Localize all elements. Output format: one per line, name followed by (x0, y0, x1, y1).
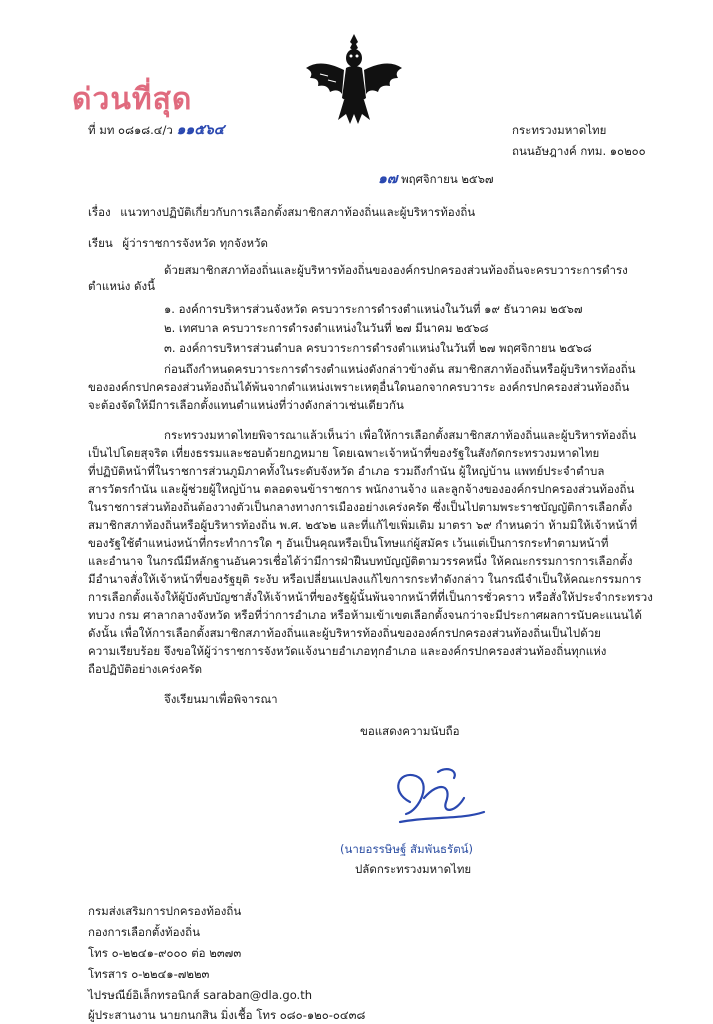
footer-line: โทรสาร ๐-๒๒๔๑-๗๒๒๓ (88, 967, 210, 981)
para2-line: ก่อนถึงกำหนดครบวาระการดำรงตำแหน่งดังกล่าวข้างต้น สมาชิกสภาท้องถิ่นหรือผู้บริหารท้องถิ่น (164, 362, 636, 376)
garuda-emblem-icon (300, 28, 408, 128)
intro-line-2: ตำแหน่ง ดังนี้ (88, 279, 155, 293)
para3-line: สารวัตรกำนัน และผู้ช่วยผู้ใหญ่บ้าน ตลอดจนข้าราชการ พนักงานจ้าง และลูกจ้างขององค์กรปกครองส่วนท้องถิ่น (88, 482, 635, 496)
recipient-text: ผู้ว่าราชการจังหวัด ทุกจังหวัด (122, 236, 268, 250)
para3-line: การเลือกตั้งแจ้งให้ผู้บังคับบัญชาสั่งให้เจ้าหน้าที่ของรัฐผู้นั้นพ้นจากหน้าที่ที่เป็นการชั่วคราว หรือสั่งให้ประจำกระทรวง (88, 590, 653, 604)
letter-date (378, 172, 494, 186)
subject-label: เรื่อง (88, 205, 111, 219)
footer-line: กรมส่งเสริมการปกครองท้องถิ่น (88, 904, 242, 918)
para2-line: จะต้องจัดให้มีการเลือกตั้งแทนตำแหน่งที่ว่างดังกล่าวเช่นเดียวกัน (88, 398, 404, 412)
para3-line: ดังนั้น เพื่อให้การเลือกตั้งสมาชิกสภาท้องถิ่นและผู้บริหารท้องถิ่นขององค์กรปกครองส่วนท้องถิ่นเป็นไปด้วย (88, 626, 601, 640)
footer-line: ผู้ประสานงาน นายกนกสิน มิ่งเชื้อ โทร ๐๘๐-๑๒๐-๐๔๓๘ (88, 1008, 366, 1022)
para2-line: ขององค์กรปกครองส่วนท้องถิ่นได้พ้นจากตำแหน่งเพราะเหตุอื่นใดนอกจากครบวาระ องค์กรปกครองส่วนท้องถิ่น (88, 380, 630, 394)
para3-line: ทบวง กรม ศาลากลางจังหวัด หรือที่ว่าการอำเภอ หรือห้ามเข้าเขตเลือกตั้งจนกว่าจะมีประกาศผลการนับคะแนนได้ (88, 608, 642, 622)
recipient-line (88, 236, 268, 250)
urgency-stamp: ด่วนที่สุด (72, 82, 193, 117)
footer-line: โทร ๐-๒๒๔๑-๙๐๐๐ ต่อ ๒๓๗๓ (88, 946, 242, 960)
para3-line: และอำนาจ ในกรณีมีหลักฐานอันควรเชื่อได้ว่ามีการฝ่าฝืนบทบัญญัติตามวรรคหนึ่ง ให้คณะกรรมการการเลือกตั้ง (88, 554, 633, 568)
signatory-name: (นายอรรษิษฐ์ สัมพันธรัตน์) (340, 842, 474, 856)
list-item: ๒. เทศบาล ครบวาระการดำรงตำแหน่งในวันที่ ๒๗ มีนาคม ๒๕๖๘ (164, 321, 489, 335)
doc-number-prefix: ที่ มท ๐๘๑๘.๔/ว (88, 123, 173, 137)
regards-text: ขอแสดงความนับถือ (360, 724, 460, 738)
org-name: กระทรวงมหาดไทย (512, 123, 607, 137)
list-item: ๓. องค์การบริหารส่วนตำบล ครบวาระการดำรงตำแหน่งในวันที่ ๒๗ พฤศจิกายน ๒๕๖๘ (164, 341, 592, 355)
subject-text: แนวทางปฏิบัติเกี่ยวกับการเลือกตั้งสมาชิกสภาท้องถิ่นและผู้บริหารท้องถิ่น (120, 205, 476, 219)
org-address: ถนนอัษฎางค์ กทม. ๑๐๒๐๐ (512, 144, 646, 158)
footer-email-line: ไปรษณีย์อิเล็กทรอนิกส์ saraban@dla.go.th (88, 988, 312, 1002)
doc-number-handwritten: ๑๑๕๖๔ (176, 122, 225, 138)
para3-line: ของรัฐใช้ตำแหน่งหน้าที่กระทำการใด ๆ อันเป็นคุณหรือเป็นโทษแก่ผู้สมัคร เว้นแต่เป็นการกระทำตามหน้าที่ (88, 536, 609, 550)
signatory-position: ปลัดกระทรวงมหาดไทย (355, 862, 472, 876)
para3-line: ความเรียบร้อย จึงขอให้ผู้ว่าราชการจังหวัดแจ้งนายอำเภอทุกอำเภอ และองค์กรปกครองส่วนท้องถิ่นทุกแห่ง (88, 644, 607, 658)
para3-line: สมาชิกสภาท้องถิ่นหรือผู้บริหารท้องถิ่น พ.ศ. ๒๕๖๒ และที่แก้ไขเพิ่มเติม มาตรา ๖๙ กำหนดว่า ห้ามมิให้เจ้าหน้าที่ (88, 518, 638, 532)
para3-line: ในราชการส่วนท้องถิ่นต้องวางตัวเป็นกลางทางการเมืองอย่างเคร่งครัด ซึ่งเป็นไปตามพระราชบัญญัติการเลือกตั้ง (88, 500, 633, 514)
date-day-handwritten: ๑๗ (378, 171, 398, 187)
doc-number (88, 123, 224, 137)
para3-line: ที่ปฏิบัติหน้าที่ในราชการส่วนภูมิภาคทั้งในระดับจังหวัด อำเภอ รวมถึงกำนัน ผู้ใหญ่บ้าน แพทย์ประจำตำบล (88, 464, 605, 478)
date-month-year: พฤศจิกายน ๒๕๖๗ (401, 172, 494, 186)
subject-line (88, 205, 475, 219)
para3-line: มีอำนาจสั่งให้เจ้าหน้าที่ของรัฐยุติ ระงับ หรือเปลี่ยนแปลงแก้ไขการกระทำดังกล่าว ในกรณีจำเป็นให้คณะกรรมการ (88, 572, 642, 586)
recipient-label: เรียน (88, 236, 113, 250)
footer-line: กองการเลือกตั้งท้องถิ่น (88, 925, 200, 939)
list-item: ๑. องค์การบริหารส่วนจังหวัด ครบวาระการดำรงตำแหน่งในวันที่ ๑๙ ธันวาคม ๒๕๖๗ (164, 302, 583, 316)
intro-line-1: ด้วยสมาชิกสภาท้องถิ่นและผู้บริหารท้องถิ่นขององค์กรปกครองส่วนท้องถิ่นจะครบวาระการดำรง (164, 263, 628, 277)
para3-line: เป็นไปโดยสุจริต เที่ยงธรรมและชอบด้วยกฎหมาย โดยเฉพาะเจ้าหน้าที่ของรัฐในสังกัดกระทรวงมหาดไทย (88, 446, 600, 460)
closing-line: จึงเรียนมาเพื่อพิจารณา (164, 692, 278, 706)
para3-line: ถือปฏิบัติอย่างเคร่งครัด (88, 662, 203, 676)
para3-line: กระทรวงมหาดไทยพิจารณาแล้วเห็นว่า เพื่อให้การเลือกตั้งสมาชิกสภาท้องถิ่นและผู้บริหารท้องถิ่น (164, 428, 637, 442)
handwritten-signature (380, 762, 490, 832)
